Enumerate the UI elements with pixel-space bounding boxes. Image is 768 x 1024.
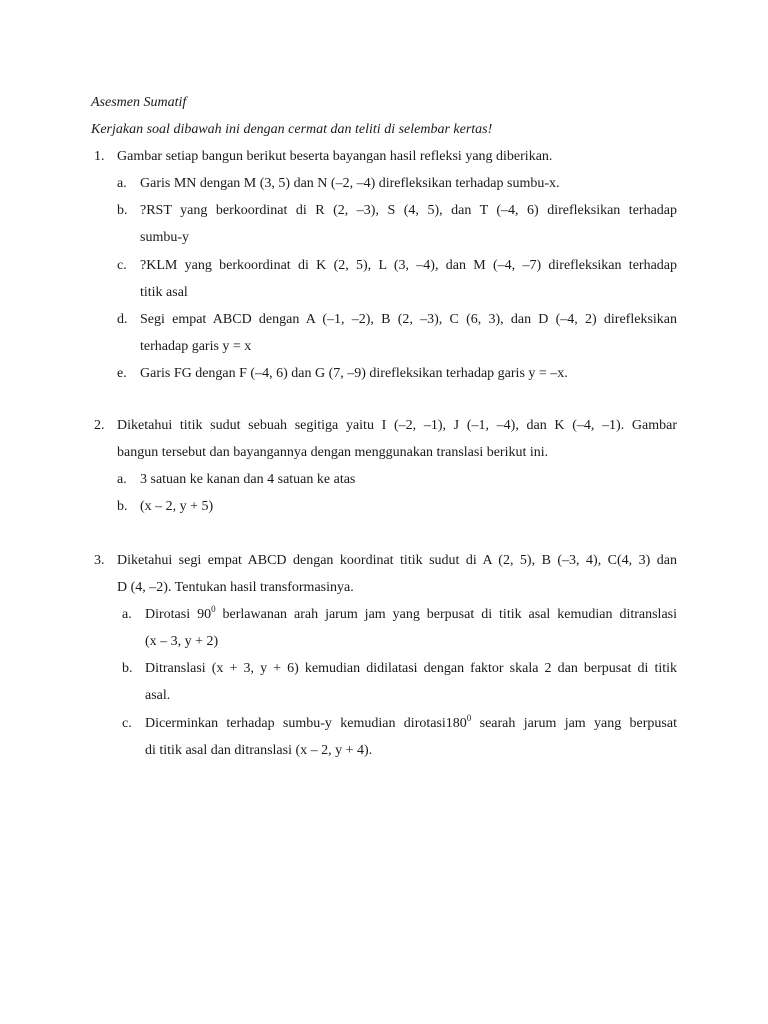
q1c-text-line1: ?KLM yang berkoordinat di K (2, 5), L (3, –4), dan M (–4, –7) direfleksikan terhadap	[140, 258, 677, 273]
q1c-text-line2: titik asal	[140, 285, 188, 300]
q1b-text-line1: ?RST yang berkoordinat di R (2, –3), S (4, 5), dan T (–4, 6) direfleksikan terhadap	[140, 203, 677, 218]
q1d-label: d.	[117, 312, 128, 327]
q2a-text: 3 satuan ke kanan dan 4 satuan ke atas	[140, 472, 356, 487]
q3-number: 3.	[94, 553, 105, 568]
q1-text: Gambar setiap bangun berikut beserta bayangan hasil refleksi yang diberikan.	[117, 149, 553, 164]
q1a-label: a.	[117, 176, 127, 191]
document-title: Asesmen Sumatif	[91, 95, 187, 110]
instruction-text: Kerjakan soal dibawah ini dengan cermat dan teliti di selembar kertas!	[91, 122, 493, 137]
q2b-label: b.	[117, 499, 128, 514]
q1d-text-line2: terhadap garis y = x	[140, 339, 252, 354]
q2-text-line2: bangun tersebut dan bayangannya dengan menggunakan translasi berikut ini.	[117, 445, 549, 460]
q2-text-line1: Diketahui titik sudut sebuah segitiga yaitu I (–2, –1), J (–1, –4), dan K (–4, –1). Gambar	[117, 418, 677, 433]
q1c-label: c.	[117, 258, 127, 273]
q3b-text-line1: Ditranslasi (x + 3, y + 6) kemudian didilatasi dengan faktor skala 2 dan berpusat di titik	[145, 661, 677, 676]
q2a-label: a.	[117, 472, 127, 487]
q3a-label: a.	[122, 607, 132, 622]
q1a-text: Garis MN dengan M (3, 5) dan N (–2, –4) direfleksikan terhadap sumbu-x.	[140, 176, 560, 191]
q1b-text-line2: sumbu-y	[140, 230, 189, 245]
q1-number: 1.	[94, 149, 105, 164]
q3-text-line1: Diketahui segi empat ABCD dengan koordinat titik sudut di A (2, 5), B (–3, 4), C(4, 3) dan	[117, 553, 677, 568]
q1b-label: b.	[117, 203, 128, 218]
q1e-text: Garis FG dengan F (–4, 6) dan G (7, –9) direfleksikan terhadap garis y = –x.	[140, 366, 568, 381]
q3c-text-line2: di titik asal dan ditranslasi (x – 2, y + 4).	[145, 743, 373, 758]
q1e-label: e.	[117, 366, 127, 381]
q3b-text-line2: asal.	[145, 688, 171, 703]
q3a-text-line2: (x – 3, y + 2)	[145, 634, 219, 649]
q3-text-line2: D (4, –2). Tentukan hasil transformasinya.	[117, 580, 354, 595]
q3c-text-line1: Dicerminkan terhadap sumbu-y kemudian $dirotasi180^0$ searah jarum jam yang berpusat	[145, 713, 677, 731]
q2b-text: (x – 2, y + 5)	[140, 499, 214, 514]
q3a-text-line1: Dirotasi $90^0$ berlawanan arah jarum jam yang berpusat di titik asal kemudian ditranslasi	[145, 604, 677, 622]
q1d-text-line1: Segi empat ABCD dengan A (–1, –2), B (2, –3), C (6, 3), dan D (–4, 2) direfleksikan	[140, 312, 677, 327]
q2-number: 2.	[94, 418, 105, 433]
q3b-label: b.	[122, 661, 133, 676]
q3c-label: c.	[122, 716, 132, 731]
